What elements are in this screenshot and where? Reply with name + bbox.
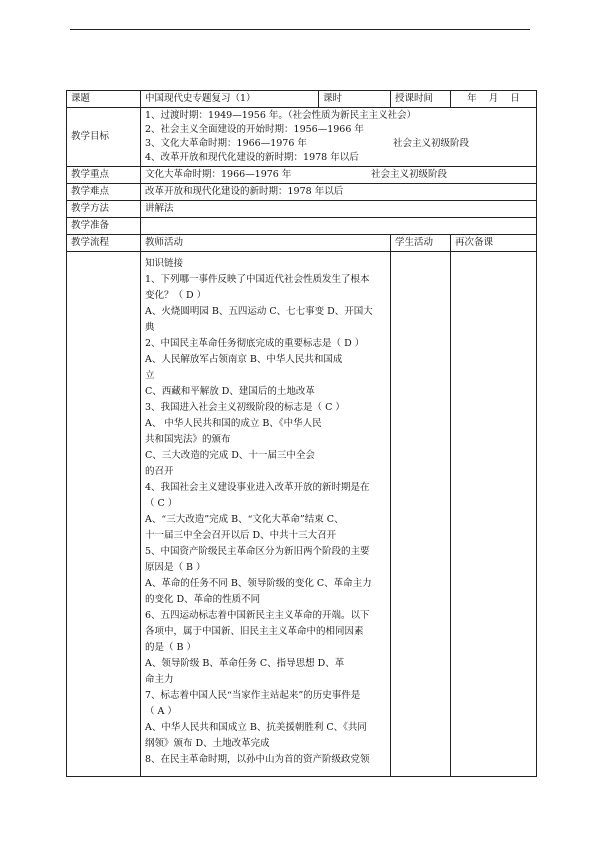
content-line: 6、五四运动标志着中国新民主主义革命的开端。以下: [145, 610, 370, 621]
content-line: 各项中，属于中国新、旧民主主义革命中的相同因素: [145, 626, 364, 637]
goal-line: 2、社会主义全面建设的开始时期：1956—1966 年: [145, 124, 364, 135]
goals-label: 教学目标: [67, 108, 141, 167]
review-header: 再次备课: [451, 235, 537, 252]
content-line: 8、在民主革命时期，以孙中山为首的资产阶级政党领: [145, 754, 370, 765]
content-line: A、“三大改造”完成 B、“文化大革命”结束 C、: [145, 514, 344, 525]
student-activity-header: 学生活动: [391, 235, 451, 252]
content-line: 共和国宪法》的颁布: [145, 434, 231, 445]
content-line: A、中华人民共和国成立 B、抗美援朝胜利 C、《共同: [145, 722, 367, 733]
content-line: 3、我国进入社会主义初级阶段的标志是（ C ）: [145, 402, 345, 413]
content-line: A、人民解放军占领南京 B、中华人民共和国成: [145, 354, 343, 365]
content-line: 4、我国社会主义建设事业进入改革开放的新时期是在: [145, 482, 370, 493]
difficulty-text: 改革开放和现代化建设的新时期：1978 年以后: [141, 184, 537, 201]
difficulty-label: 教学难点: [67, 184, 141, 201]
goal-line-wrap: [145, 137, 532, 151]
time-label: 授课时间: [391, 91, 451, 108]
difficulty-row: [67, 184, 537, 201]
process-body-row: [67, 252, 537, 777]
header-rule: [70, 29, 530, 30]
goal-line: 4、改革开放和现代化建设的新时期：1978 年以后: [145, 152, 359, 163]
process-label: 教学流程: [67, 235, 141, 252]
student-activity-content: [391, 252, 451, 777]
content-line: 立: [145, 370, 155, 381]
key-points-text: 文化大革命时期：1966—1976 年: [145, 169, 292, 180]
content-line: 的召开: [145, 466, 174, 477]
content-line: 7、标志着中国人民“当家作主站起来”的历史事件是: [145, 690, 361, 701]
goal-line: 3、文化大革命时期：1966—1976 年: [145, 138, 307, 149]
content-line: （ C ）: [145, 498, 178, 509]
course-title: 中国现代史专题复习（1）: [141, 91, 319, 108]
method-text: 讲解法: [141, 201, 537, 218]
content-line: 知识链接: [145, 258, 184, 269]
preparation-label: 教学准备: [67, 218, 141, 235]
goals-content: [141, 108, 537, 167]
process-header-row: [67, 235, 537, 252]
content-line: 1、下列哪一事件反映了中国近代社会性质发生了根本: [145, 274, 370, 285]
content-line: 命主力: [145, 674, 174, 685]
preparation-row: [67, 218, 537, 235]
content-line: 变化？（ D ）: [145, 290, 207, 301]
content-line: 十一届三中全会召开以后 D、中共十三大召开: [145, 530, 337, 541]
key-points-row: [67, 167, 537, 184]
method-row: [67, 201, 537, 218]
teacher-activity-content: [141, 252, 391, 777]
key-points-content: [141, 167, 537, 184]
review-content: [451, 252, 537, 777]
preparation-text: [141, 218, 537, 235]
content-line: C、三大改造的完成 D、十一届三中全会: [145, 450, 315, 461]
content-line: 的是（ B ）: [145, 642, 197, 653]
content-line: 原因是（ B ）: [145, 562, 206, 573]
content-line: 纲领》颁布 D、土地改革完成: [145, 738, 270, 749]
course-label: 课题: [67, 91, 141, 108]
time-value: 年 月 日: [451, 91, 537, 108]
content-line: C、西藏和平解放 D、建国后的土地改革: [145, 386, 315, 397]
key-points-side-note: 社会主义初级阶段: [371, 169, 448, 180]
method-label: 教学方法: [67, 201, 141, 218]
lesson-plan-table: [66, 90, 537, 777]
course-row: [67, 91, 537, 108]
period-label: 课时: [319, 91, 391, 108]
content-line: A、 中华人民共和国的成立 B、《中华人民: [145, 418, 322, 429]
teacher-activity-header: 教师活动: [141, 235, 391, 252]
goal-line: 1、过渡时期：1949—1956 年。（社会性质为新民主主义社会）: [145, 110, 417, 121]
content-line: A、火烧圆明园 B、五四运动 C、七七事变 D、开国大: [145, 306, 373, 317]
process-empty-cell: [67, 252, 141, 777]
content-line: 典: [145, 322, 155, 333]
goal-side-note: 社会主义初级阶段: [393, 138, 470, 149]
content-line: 的变化 D、革命的性质不同: [145, 594, 261, 605]
content-line: （ A ）: [145, 706, 177, 717]
key-points-label: 教学重点: [67, 167, 141, 184]
content-line: 2、中国民主革命任务彻底完成的重要标志是（ D ）: [145, 338, 365, 349]
content-line: A、领导阶级 B、革命任务 C、指导思想 D、革: [145, 658, 345, 669]
goals-row: [67, 108, 537, 167]
content-line: 5、中国资产阶级民主革命区分为新旧两个阶段的主要: [145, 546, 370, 557]
content-line: A、革命的任务不同 B、领导阶级的变化 C、革命主力: [145, 578, 372, 589]
